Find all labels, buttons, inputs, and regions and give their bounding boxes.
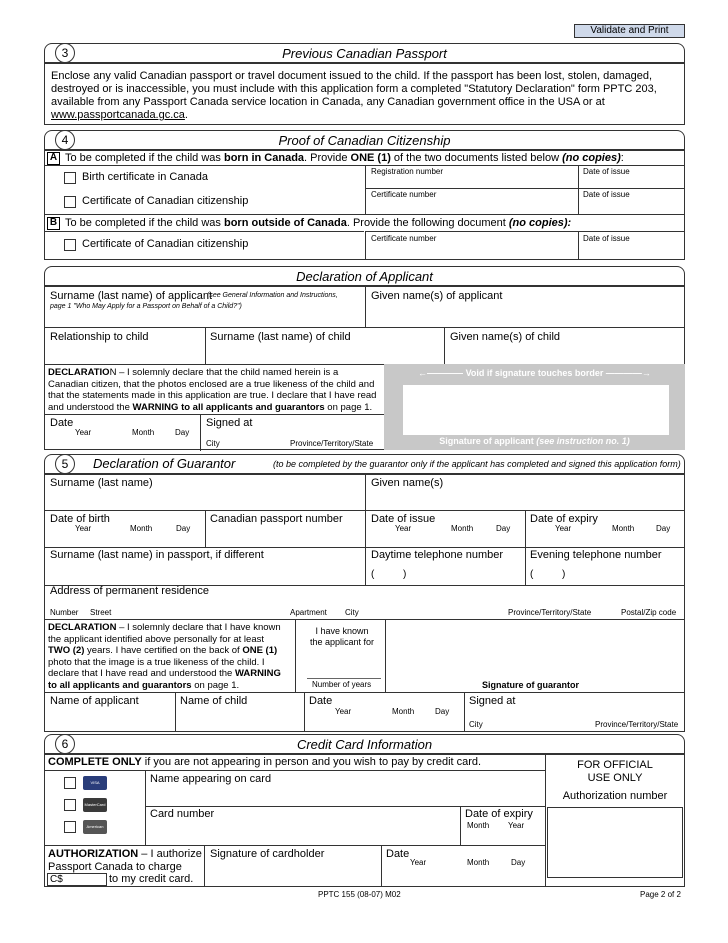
daytime-phone-area-close: ) <box>403 569 407 580</box>
divider <box>295 619 296 692</box>
page-number: Page 2 of 2 <box>640 890 681 899</box>
decl-line4a: and understood the <box>48 401 133 413</box>
complete-bold: COMPLETE ONLY <box>48 756 142 768</box>
guarantor-date-year: Year <box>335 707 352 716</box>
applicant-declaration-header <box>44 266 685 286</box>
b-em: (no copies): <box>508 217 572 229</box>
guarantor-given-label: Given name(s) <box>371 477 444 489</box>
decl-line4c: on page 1. <box>324 401 373 413</box>
dob-day: Day <box>176 524 191 533</box>
dob-month: Month <box>130 524 153 533</box>
birth-certificate-label: Birth certificate in Canada <box>82 171 208 183</box>
section5-note: (to be completed by the guarantor only if the applicant has completed and signed this application form) <box>273 459 681 469</box>
section4-body <box>44 150 685 260</box>
divider <box>45 214 684 215</box>
birth-certificate-checkbox[interactable] <box>64 172 76 184</box>
applicant-signature-box[interactable] <box>403 385 669 435</box>
divider <box>365 165 366 214</box>
expiry-month: Month <box>612 524 635 533</box>
applicant-given-label: Given name(s) of applicant <box>371 290 503 302</box>
section5-header <box>44 454 685 474</box>
divider <box>45 414 384 415</box>
section4-header <box>44 130 685 150</box>
guarantor-signed-at-label: Signed at <box>469 695 516 707</box>
registration-number-label: Registration number <box>371 167 444 176</box>
addr-postal-label: Postal/Zip code <box>621 608 677 617</box>
g-decl6b: to all applicants and guarantors <box>48 679 192 691</box>
section5-number: 5 <box>55 454 75 474</box>
divider <box>460 806 461 845</box>
authorization-number-label: Authorization number <box>562 790 668 802</box>
g-decl3b: TWO (2) <box>48 645 85 656</box>
g-decl6: on page 1. <box>191 679 240 691</box>
evening-phone-label: Evening telephone number <box>530 549 662 561</box>
certificate-number-label-2: Certificate number <box>371 234 437 243</box>
decl-line4b: WARNING to all applicants and guarantors <box>132 401 325 413</box>
section6-body <box>44 754 685 887</box>
divider <box>45 770 545 771</box>
sig-note: (see instruction no. 1) <box>536 436 630 446</box>
section6-title: Credit Card Information <box>296 737 433 752</box>
divider <box>45 327 684 328</box>
applicant-city-label: City <box>206 439 220 448</box>
issue-year: Year <box>395 524 412 533</box>
section5-body <box>44 474 685 732</box>
authorization-line-3: to my credit card. <box>109 873 194 885</box>
cardholder-date-year: Year <box>410 858 427 867</box>
evening-phone-area-open: ( <box>530 569 534 580</box>
guarantor-date-month: Month <box>392 707 415 716</box>
amount-input[interactable] <box>47 873 107 886</box>
card-expiry-month: Month <box>467 821 490 830</box>
complete-rest: if you are not appearing in person and you wish to pay by credit card. <box>141 756 482 768</box>
section3-line-2: destroyed or is inaccessible, you must include with this application form a completed "Statutory Declaration" form PPTC 203, <box>51 83 657 95</box>
date-of-issue-label: Date of issue <box>371 513 436 525</box>
auth-bold: AUTHORIZATION <box>48 848 139 860</box>
authorization-line-2: Passport Canada to charge <box>48 861 182 873</box>
expiry-day: Day <box>656 524 671 533</box>
divider <box>45 510 684 511</box>
divider <box>365 231 366 260</box>
applicant-surname-note-1: (see General Information and Instructions, <box>207 292 338 299</box>
currency-label: C$ <box>50 874 63 885</box>
g-decl4: photo that the image is a true likeness of the child. I <box>48 656 265 668</box>
guarantor-dob-label: Date of birth <box>50 513 110 525</box>
section3-text <box>51 70 657 122</box>
passport-canada-link[interactable]: www.passportcanada.gc.ca <box>51 109 185 121</box>
divider <box>578 165 579 214</box>
section5-title: Declaration of Guarantor <box>93 456 236 471</box>
section6-header <box>44 734 685 754</box>
b-post: . Provide the following document <box>346 217 509 229</box>
applicant-date-month: Month <box>132 428 155 437</box>
address-label: Address of permanent residence <box>50 585 209 597</box>
amex-icon: American Express <box>83 820 107 834</box>
auth-rest: – I authorize <box>138 848 202 860</box>
divider <box>444 327 445 364</box>
evening-phone-area-close: ) <box>562 569 566 580</box>
a-post: of the two documents listed below <box>390 152 563 164</box>
g-decl1b: DECLARATION <box>48 622 117 633</box>
guarantor-date-label: Date <box>309 695 333 707</box>
cardholder-date-label: Date <box>386 848 410 860</box>
guarantor-city-label: City <box>469 720 483 729</box>
date-of-issue-label-2: Date of issue <box>583 190 630 199</box>
issue-day: Day <box>496 524 511 533</box>
guarantor-name-child-label: Name of child <box>180 695 248 707</box>
section4-number: 4 <box>55 130 75 150</box>
a-em: (no copies) <box>562 152 621 164</box>
mastercard-checkbox[interactable] <box>64 799 76 811</box>
authorization-number-box[interactable] <box>547 807 683 878</box>
citizenship-certificate-a-checkbox[interactable] <box>64 196 76 208</box>
section4-b-instruction <box>65 217 571 229</box>
date-of-issue-label-1: Date of issue <box>583 167 630 176</box>
card-expiry-label: Date of expiry <box>465 808 533 820</box>
cardholder-date-day: Day <box>511 858 526 867</box>
section6-number: 6 <box>55 734 75 754</box>
official-use-line-1: FOR OFFICIAL <box>577 759 653 771</box>
expiry-year: Year <box>555 524 572 533</box>
applicant-declaration-body <box>44 286 685 450</box>
decl-line1: N – I solemnly declare that the child named herein is a <box>109 367 339 378</box>
section3-header <box>44 43 685 63</box>
applicant-province-label: Province/Territory/State <box>290 439 374 448</box>
decl-bold: DECLARATIO <box>48 367 110 378</box>
section3-link-period: . <box>184 109 188 121</box>
applicant-surname-note-2: page 1 "Who May Apply for a Passport on Behalf of a Child?") <box>50 303 242 310</box>
section3-number: 3 <box>55 43 75 63</box>
date-of-issue-label-3: Date of issue <box>583 234 630 243</box>
cardholder-signature-label: Signature of cardholder <box>210 848 325 860</box>
section3-line-1: Enclose any valid Canadian passport or travel document issued to the child. If the passport has been lost, stolen, damaged, <box>51 70 653 82</box>
section4-letter-a: A <box>47 152 60 165</box>
guarantor-signature-label: Signature of guarantor <box>482 680 580 690</box>
decl-line3: that the statements made in this application are true. I declare that I have read <box>48 390 377 401</box>
divider <box>365 475 366 585</box>
mastercard-icon: MasterCard <box>83 798 107 812</box>
b-pre: To be completed if the child was <box>65 217 224 229</box>
divider <box>175 692 176 732</box>
divider <box>45 231 364 232</box>
divider <box>145 770 146 845</box>
addr-city-label: City <box>345 608 359 617</box>
applicant-date-label: Date <box>50 417 74 429</box>
passport-number-label: Canadian passport number <box>210 513 343 525</box>
cardholder-date-month: Month <box>467 858 490 867</box>
section4-title: Proof of Canadian Citizenship <box>278 133 451 148</box>
g-decl5b: WARNING <box>234 668 281 679</box>
validate-print-button[interactable]: Validate and Print <box>574 24 685 38</box>
g-decl1: – I solemnly declare that I have known <box>116 622 281 633</box>
guarantor-signature-box[interactable] <box>386 620 684 680</box>
applicant-date-year: Year <box>75 428 92 437</box>
decl-line2: Canadian citizen, that the photos enclosed are a true likeness of the child and <box>48 378 375 390</box>
divider <box>578 231 579 260</box>
applicant-signed-at-label: Signed at <box>206 417 253 429</box>
guarantor-date-day: Day <box>435 707 450 716</box>
divider <box>365 287 366 327</box>
addr-apartment-label: Apartment <box>290 608 327 617</box>
citizenship-certificate-b-label: Certificate of Canadian citizenship <box>82 238 249 250</box>
official-use-line-2: USE ONLY <box>587 772 643 784</box>
g-decl5a: declare that I have read and understood the <box>48 668 235 679</box>
a-pre: To be completed if the child was <box>65 152 224 164</box>
number-of-years-label: Number of years <box>312 680 372 689</box>
complete-only-text <box>48 756 481 768</box>
section3-line-3: available from any Passport Canada service location in Canada, any Canadian government office in the USA or at <box>51 96 605 108</box>
daytime-phone-area-open: ( <box>371 569 375 580</box>
surname-in-passport-label: Surname (last name) in passport, if different <box>50 549 264 561</box>
void-text: Void if signature touches border <box>465 368 604 378</box>
guarantor-declaration-text <box>48 622 281 691</box>
authorization-line-1 <box>48 848 202 860</box>
amex-checkbox[interactable] <box>64 821 76 833</box>
g-decl3: years. I have certified on the back of <box>84 645 243 656</box>
addr-street-label: Street <box>90 608 112 617</box>
addr-number-label: Number <box>50 608 79 617</box>
b-bold: born outside of Canada <box>223 217 347 229</box>
divider <box>45 547 684 548</box>
divider <box>365 231 684 232</box>
applicant-declaration-title: Declaration of Applicant <box>296 269 433 284</box>
citizenship-certificate-b-checkbox[interactable] <box>64 239 76 251</box>
divider <box>365 188 684 189</box>
visa-icon: VISA <box>83 776 107 790</box>
void-warning: ←———— Void if signature touches border ————→ <box>418 368 651 378</box>
guarantor-surname-label: Surname (last name) <box>50 477 153 489</box>
issue-month: Month <box>451 524 474 533</box>
citizenship-certificate-a-label: Certificate of Canadian citizenship <box>82 195 249 207</box>
divider <box>204 845 205 887</box>
certificate-number-label-1: Certificate number <box>371 190 437 199</box>
a-mid: . Provide <box>304 152 351 164</box>
g-decl2: the applicant identified above personally for at least <box>48 633 264 645</box>
divider <box>45 845 545 846</box>
child-surname-label: Surname (last name) of child <box>210 331 351 343</box>
applicant-signature-label <box>384 436 685 446</box>
section3-body <box>44 63 685 125</box>
name-on-card-label: Name appearing on card <box>150 773 272 785</box>
card-expiry-year: Year <box>508 821 525 830</box>
applicant-date-day: Day <box>175 428 190 437</box>
divider <box>304 692 305 732</box>
divider <box>381 845 382 887</box>
divider <box>205 510 206 547</box>
child-given-label: Given name(s) of child <box>450 331 561 343</box>
visa-checkbox[interactable] <box>64 777 76 789</box>
applicant-surname-label: Surname (last name) of applicant <box>50 290 213 302</box>
section4-letter-b: B <box>47 217 60 230</box>
section3-title: Previous Canadian Passport <box>282 46 447 61</box>
g-decl3c: ONE (1) <box>242 645 278 656</box>
section4-a-instruction <box>65 152 624 164</box>
addr-province-label: Province/Territory/State <box>508 608 592 617</box>
divider <box>307 678 381 679</box>
date-of-expiry-label: Date of expiry <box>530 513 598 525</box>
dob-year: Year <box>75 524 92 533</box>
sig-label: Signature of applicant <box>439 436 537 446</box>
guarantor-name-applicant-label: Name of applicant <box>50 695 139 707</box>
divider <box>464 692 465 732</box>
known-label-2: the applicant for <box>309 637 375 647</box>
divider <box>200 414 201 451</box>
a-bold1: born in Canada <box>223 152 305 164</box>
relationship-label: Relationship to child <box>50 331 149 343</box>
form-code: PPTC 155 (08-07) M02 <box>318 890 401 899</box>
divider <box>205 327 206 364</box>
a-colon: : <box>620 152 624 164</box>
card-number-label: Card number <box>150 808 215 820</box>
applicant-declaration-text <box>48 367 376 413</box>
known-label-1: I have known <box>315 626 369 636</box>
daytime-phone-label: Daytime telephone number <box>371 549 504 561</box>
guarantor-province-label: Province/Territory/State <box>595 720 679 729</box>
divider <box>45 692 684 693</box>
a-bold2: ONE (1) <box>350 152 391 164</box>
divider <box>145 806 545 807</box>
applicant-signature-area <box>384 364 685 450</box>
